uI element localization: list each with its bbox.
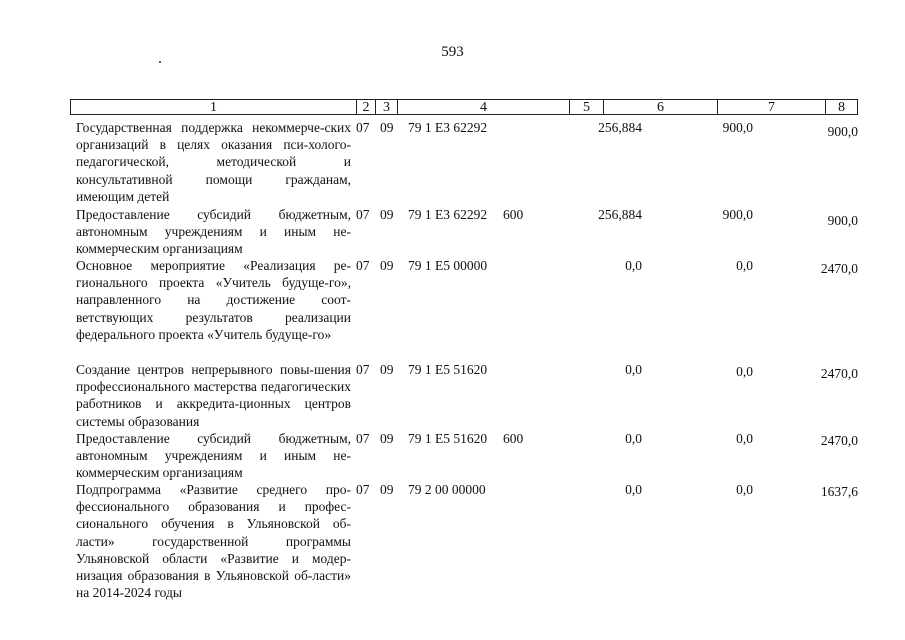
header-col-2: 2: [357, 100, 376, 114]
row-value-6: 256,884: [598, 207, 642, 222]
row-subsection: 09: [380, 362, 394, 377]
header-col-8: 8: [838, 100, 845, 115]
row-description: Государственная поддержка некоммерче-ских организаций в целях оказания пси-холого-педагогической, методической и консультативной помощи гражданам, имеющим детей: [76, 120, 351, 204]
row-value-6: 0,0: [625, 482, 642, 497]
row-target-code: 79 1 Е5 00000: [408, 258, 488, 273]
header-col-6: 6: [604, 100, 718, 114]
row-value-7: 0,0: [736, 431, 753, 446]
row-value-8: 900,0: [827, 213, 858, 228]
row-description: Создание центров непрерывного повы-шения профессионального мастерства педагогических работников и аккредита-ционных центров системы образования: [76, 362, 351, 429]
row-target-code: 79 2 00 00000: [408, 482, 486, 497]
header-col-1: 1: [71, 100, 357, 114]
row-section: 07: [356, 482, 370, 497]
row-value-8: 900,0: [827, 124, 858, 139]
header-col-4: 4: [398, 100, 570, 114]
row-value-8: 2470,0: [820, 366, 858, 381]
row-subsection: 09: [380, 120, 394, 135]
header-col-3: 3: [376, 100, 398, 114]
row-description: Предоставление субсидий бюджетным, автономным учреждениям и иным не-коммерческим организациям: [76, 431, 351, 481]
row-target-code: 79 1 Е5 51620: [408, 362, 488, 377]
row-description: Предоставление субсидий бюджетным, автономным учреждениям и иным не-коммерческим организациям: [76, 207, 351, 257]
row-section: 07: [356, 431, 370, 446]
row-expense-type: 600: [503, 207, 524, 222]
row-value-7: 0,0: [736, 258, 753, 273]
table-header: [70, 99, 858, 115]
row-section: 07: [356, 362, 370, 377]
row-value-7: 0,0: [736, 482, 753, 497]
row-section: 07: [356, 258, 370, 273]
row-value-7: 900,0: [722, 207, 753, 222]
row-value-6: 0,0: [625, 258, 642, 273]
stray-dot: .: [158, 50, 162, 67]
row-target-code: 79 1 Е3 62292: [408, 207, 488, 222]
row-description: Основное мероприятие «Реализация ре-гионального проекта «Учитель будуще-го», направленного на достижение соот-ветствующих результатов реализации федерального проекта «Учитель будуще-го»: [76, 258, 351, 342]
row-target-code: 79 1 Е3 62292: [408, 120, 488, 135]
row-subsection: 09: [380, 482, 394, 497]
row-section: 07: [356, 120, 370, 135]
row-subsection: 09: [380, 258, 394, 273]
header-col-5: 5: [570, 100, 604, 114]
row-value-8: 2470,0: [820, 433, 858, 448]
row-value-7: 0,0: [736, 364, 753, 379]
row-value-8: 1637,6: [820, 484, 858, 499]
row-value-6: 0,0: [625, 362, 642, 377]
row-value-8: 2470,0: [820, 261, 858, 276]
row-subsection: 09: [380, 207, 394, 222]
header-col-7: 7: [718, 100, 826, 114]
row-value-7: 900,0: [722, 120, 753, 135]
row-value-6: 256,884: [598, 120, 642, 135]
row-section: 07: [356, 207, 370, 222]
row-value-6: 0,0: [625, 431, 642, 446]
page-number: 593: [441, 44, 464, 60]
row-expense-type: 600: [503, 431, 524, 446]
row-subsection: 09: [380, 431, 394, 446]
row-target-code: 79 1 Е5 51620: [408, 431, 488, 446]
row-description: Подпрограмма «Развитие среднего про-фессионального образования и профес-сионального обучения в Ульяновской об-ласти» государственной программы Ульяновской области «Развитие и модер-низация образования в Ульяновской об-ласти» на 2014-2024 годы: [76, 482, 351, 601]
